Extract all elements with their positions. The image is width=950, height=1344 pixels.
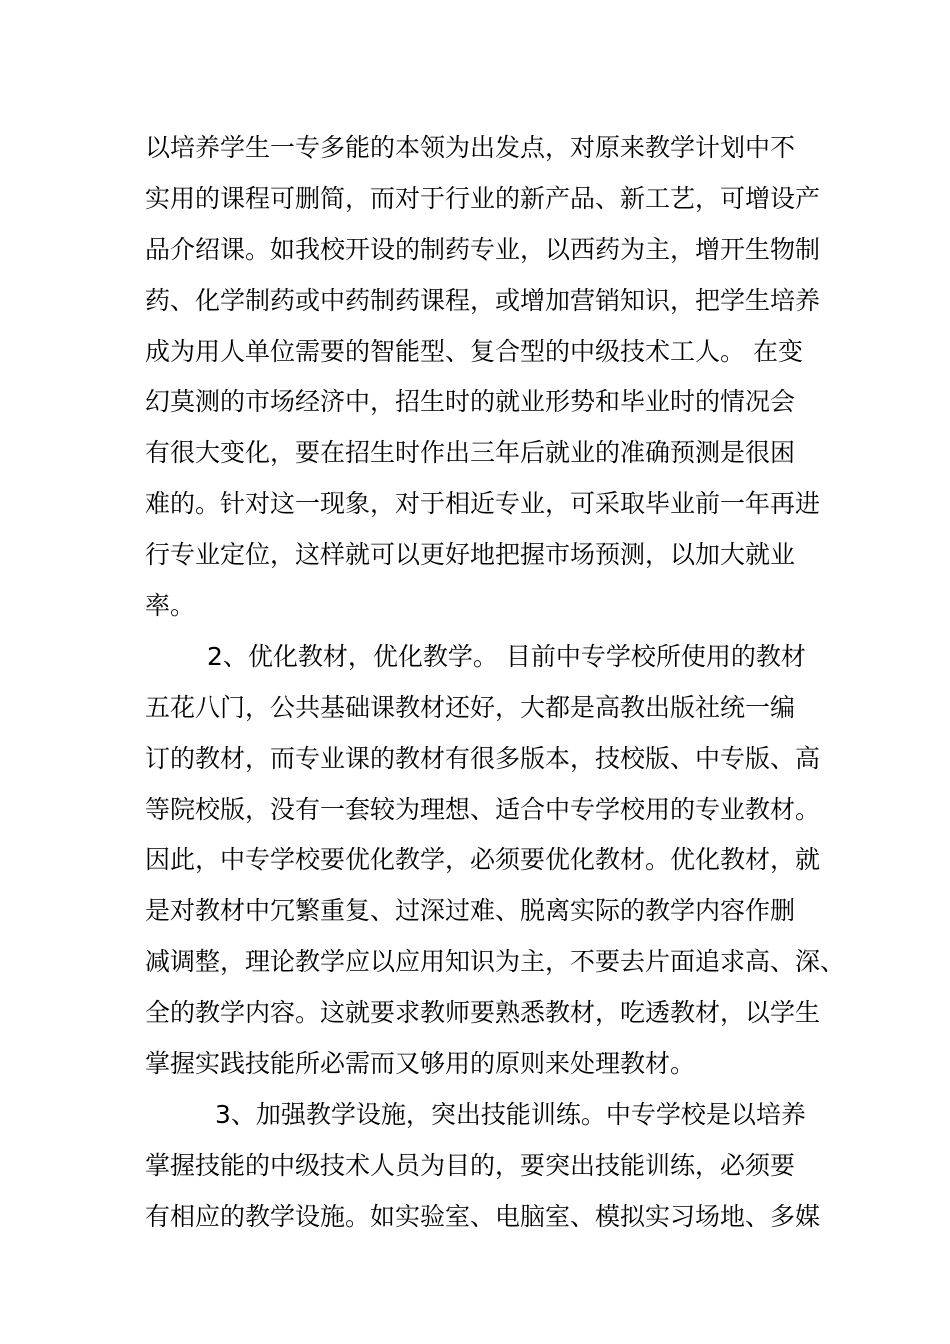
paragraph-heading-line: 2、优化教材，优化教学。 目前中专学校所使用的教材 bbox=[207, 641, 806, 671]
text-line: 订的教材，而专业课的教材有很多版本，技校版、中专版、高 bbox=[145, 743, 821, 773]
text-line: 成为用人单位需要的智能型、复合型的中级技术工人。 在变 bbox=[145, 336, 803, 366]
text-line: 品介绍课。如我校开设的制药专业，以西药为主，增开生物制 bbox=[145, 234, 821, 264]
text-line: 五花八门，公共基础课教材还好，大都是高教出版社统一编 bbox=[145, 692, 796, 722]
text-line: 有很大变化，要在招生时作出三年后就业的准确预测是很困 bbox=[145, 438, 796, 468]
text-line: 是对教材中冗繁重复、过深过难、脱离实际的教学内容作删 bbox=[145, 896, 796, 926]
text-line: 行专业定位，这样就可以更好地把握市场预测，以加大就业 bbox=[145, 540, 796, 570]
text-line: 减调整，理论教学应以应用知识为主，不要去片面追求高、深、 bbox=[145, 947, 846, 977]
text-line: 等院校版，没有一套较为理想、适合中专学校用的专业教材。 bbox=[145, 794, 821, 824]
text-line: 掌握实践技能所必需而又够用的原则来处理教材。 bbox=[145, 1049, 696, 1079]
text-line: 难的。针对这一现象，对于相近专业，可采取毕业前一年再进 bbox=[145, 489, 821, 519]
text-line: 有相应的教学设施。如实验室、电脑室、模拟实习场地、多媒 bbox=[145, 1201, 821, 1231]
text-line: 幻莫测的市场经济中，招生时的就业形势和毕业时的情况会 bbox=[145, 387, 796, 417]
text-line: 实用的课程可删简，而对于行业的新产品、新工艺，可增设产 bbox=[145, 183, 821, 213]
text-line: 药、化学制药或中药制药课程，或增加营销知识，把学生培养 bbox=[145, 285, 821, 315]
text-line: 因此，中专学校要优化教学，必须要优化教材。优化教材，就 bbox=[145, 845, 821, 875]
text-line: 率。 bbox=[145, 591, 196, 621]
paragraph-heading-line: 3、加强教学设施，突出技能训练。中专学校是以培养 bbox=[215, 1099, 806, 1129]
body-text bbox=[145, 123, 846, 1243]
text-line: 以培养学生一专多能的本领为出发点，对原来教学计划中不 bbox=[145, 133, 796, 162]
text-line: 掌握技能的中级技术人员为目的，要突出技能训练，必须要 bbox=[145, 1150, 796, 1180]
text-line: 全的教学内容。这就要求教师要熟悉教材，吃透教材，以学生 bbox=[145, 998, 821, 1028]
